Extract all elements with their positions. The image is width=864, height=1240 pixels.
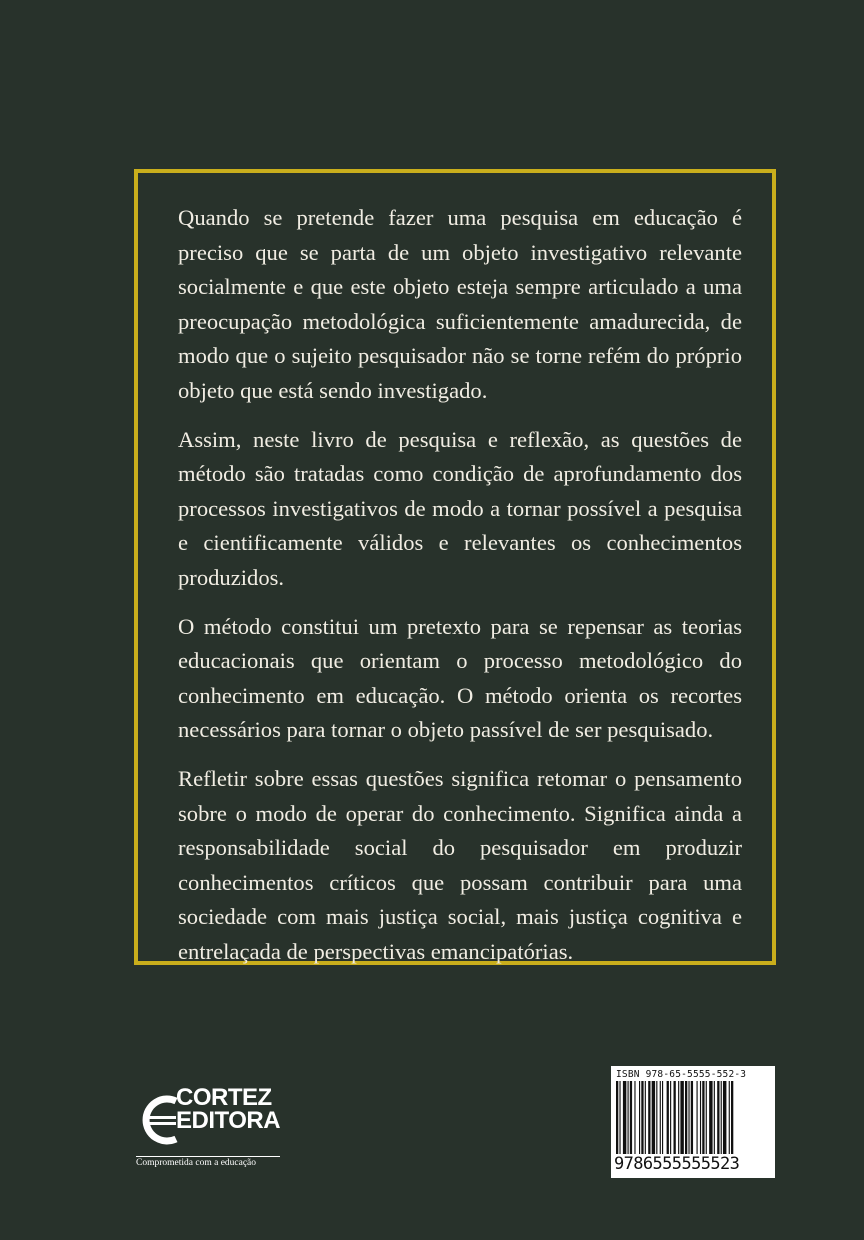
barcode-bar (721, 1081, 722, 1163)
barcode-bar (667, 1081, 669, 1163)
barcode-icon (616, 1081, 770, 1163)
barcode-bar (641, 1081, 643, 1163)
barcode-bar (709, 1081, 712, 1163)
barcode-bar (697, 1081, 698, 1163)
blurb-paragraph-3: O método constitui um pretexto para se repensar as teorias educacionais que orientam o processo metodológico do conhecimento em educação. O método orienta os recortes necessários para tornar o objeto passível de ser pesquisado. (178, 613, 742, 743)
barcode-bar (717, 1081, 719, 1163)
blurb-paragraph-2: Assim, neste livro de pesquisa e reflexão, as questões de método são tratadas como condição de aprofundamento dos processos investigativos de modo a tornar possível a pesquisa e cientificamente válidos e relevantes os conhecimentos produzidos. (178, 426, 742, 590)
barcode-bar (678, 1081, 679, 1163)
barcode-bar (616, 1081, 618, 1163)
barcode-bar (702, 1081, 704, 1163)
publisher-name (176, 1086, 280, 1132)
barcode-bar (662, 1081, 663, 1163)
barcode-bar (639, 1081, 640, 1163)
barcode-bar (674, 1081, 676, 1163)
barcode-bar (706, 1081, 707, 1163)
barcode-bar (645, 1081, 646, 1163)
barcode-bar (634, 1081, 635, 1163)
barcode-bar (660, 1081, 661, 1163)
isbn-label: ISBN 978-65-5555-552-3 (616, 1069, 747, 1080)
isbn-digits: 9786555555523 (614, 1154, 740, 1174)
publisher-name-line1: CORTEZ (176, 1084, 272, 1111)
barcode-bar (685, 1081, 687, 1163)
blurb-paragraph-1: Quando se pretende fazer uma pesquisa em educação é preciso que se parta de um objeto investigativo relevante socialmente e que este objeto esteja sempre articulado a uma preocupação metodológica suficientemente amadurecida, de modo que o sujeito pesquisador não se torne refém do próprio objeto que está sendo investigado. (178, 205, 742, 403)
barcode-bar (619, 1081, 620, 1163)
blurb-frame (134, 169, 776, 965)
barcode-bar (670, 1081, 671, 1163)
barcode-bar (714, 1081, 715, 1163)
barcode-bar (628, 1081, 629, 1163)
barcode-bar (731, 1081, 733, 1163)
barcode-bar (700, 1081, 701, 1163)
publisher-tagline: Comprometida com a educação (136, 1156, 280, 1169)
blurb-text (178, 201, 742, 983)
isbn-barcode-box (611, 1066, 775, 1178)
barcode-bar (656, 1081, 657, 1163)
barcode-bar (729, 1081, 730, 1163)
blurb-paragraph-4: Refletir sobre essas questões significa retomar o pensamento sobre o modo de operar do conhecimento. Significa ainda a responsabilidade social do pesquisador em produzir conhecimentos críticos que possam contribuir para uma sociedade com mais justiça social, mais justiça cognitiva e entrelaçada de perspectivas emancipatórias. (178, 765, 742, 964)
publisher-logo (136, 1086, 284, 1174)
barcode-bar (691, 1081, 693, 1163)
barcode-bar (652, 1081, 655, 1163)
barcode-bar (648, 1081, 650, 1163)
barcode-bar (680, 1081, 683, 1163)
publisher-name-line2: EDITORA (176, 1107, 281, 1134)
barcode-bar (630, 1081, 632, 1163)
barcode-bar (723, 1081, 726, 1163)
barcode-bar (688, 1081, 689, 1163)
barcode-bar (623, 1081, 626, 1163)
